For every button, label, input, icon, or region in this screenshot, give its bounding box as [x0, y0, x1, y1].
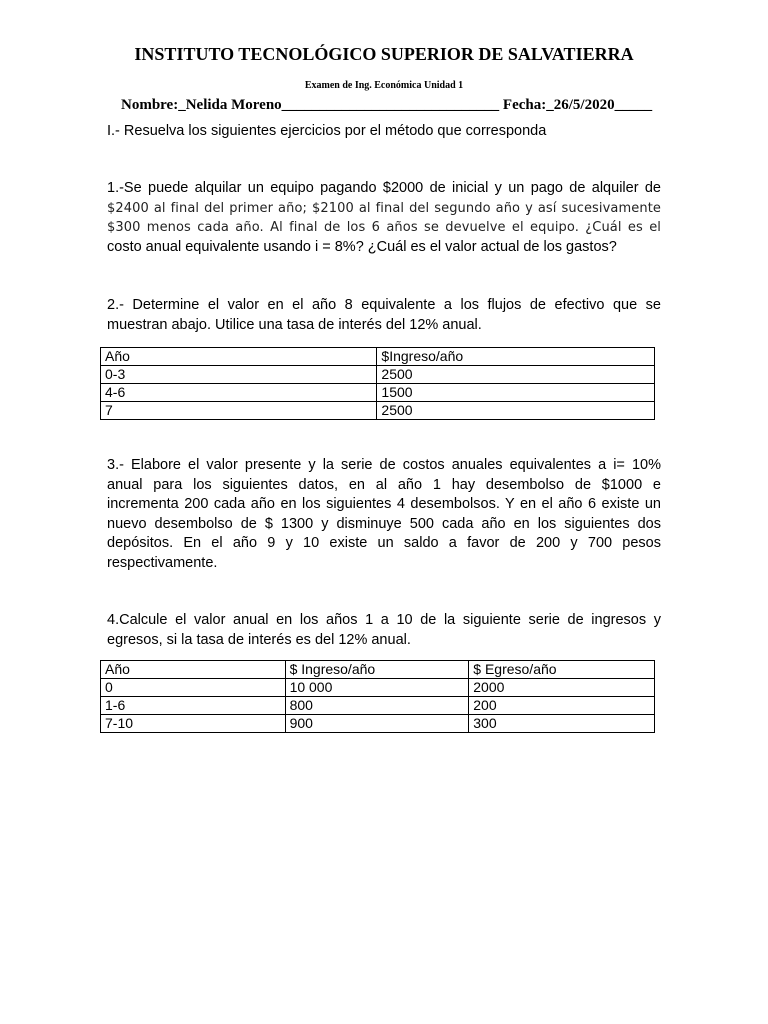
table-row: [101, 402, 655, 420]
table-header-cell: $Ingreso/año: [377, 348, 655, 366]
problem-4-line: 4.Calcule el valor anual en los años 1 a 10 de la siguiente serie de ingresos y: [107, 612, 661, 628]
problem-3-line: 3.- Elabore el valor presente y la serie de costos anuales equivalentes a i= 10%: [107, 457, 661, 473]
table-header-cell: $ Egreso/año: [469, 661, 655, 679]
problem-1-line: $300 menos cada año. Al final de los 6 años se devuelve el equipo. ¿Cuál es el: [107, 220, 661, 235]
instruction-text: I.- Resuelva los siguientes ejercicios por el método que corresponda: [107, 123, 547, 139]
table-header-row: [101, 348, 655, 366]
table-cell: 200: [469, 697, 655, 715]
problem-2-line: 2.- Determine el valor en el año 8 equivalente a los flujos de efectivo que se: [107, 297, 661, 313]
table-cell: 1-6: [101, 697, 286, 715]
table-cell: 2500: [377, 402, 655, 420]
table-cell: 0: [101, 679, 286, 697]
table-row: [101, 697, 655, 715]
institution-title: INSTITUTO TECNOLÓGICO SUPERIOR DE SALVATIERRA: [134, 44, 634, 64]
problem-1: [107, 179, 661, 257]
table-row: [101, 679, 655, 697]
problem-4-table: [100, 660, 655, 733]
table-cell: 2500: [377, 366, 655, 384]
problem-2-line: muestran abajo. Utilice una tasa de interés del 12% anual.: [107, 316, 482, 333]
problem-3-line: anual para los siguientes datos, en al año 1 hay desembolso de $1000 e: [107, 476, 661, 493]
table-row: [101, 366, 655, 384]
table-cell: 10 000: [285, 679, 469, 697]
table-cell: 4-6: [101, 384, 377, 402]
problem-4: [107, 611, 661, 650]
problem-3-line: nuevo desembolso de $ 1300 y disminuye 500 cada año en los siguientes dos: [107, 515, 661, 532]
table-header-cell: $ Ingreso/año: [285, 661, 469, 679]
table-cell: 800: [285, 697, 469, 715]
table-cell: 1500: [377, 384, 655, 402]
exam-title: Examen de Ing. Económica Unidad 1: [304, 80, 464, 91]
problem-1-line: $2400 al final del primer año; $2100 al final del segundo año y así sucesivamente: [107, 200, 661, 216]
table-cell: 900: [285, 715, 469, 733]
problem-3-line: depósitos. En el año 9 y 10 existe un saldo a favor de 200 y 700 pesos: [107, 535, 661, 551]
name-date-line: Nombre:_Nelida Moreno_____________________________ Fecha:_26/5/2020_____: [121, 97, 653, 113]
table-header-row: [101, 661, 655, 679]
table-cell: 7: [101, 402, 377, 420]
problem-4-line: egresos, si la tasa de interés es del 12% anual.: [107, 631, 411, 648]
problem-2: [107, 296, 661, 335]
problem-3-line: respectivamente.: [107, 554, 218, 571]
problem-3: [107, 456, 661, 573]
table-header-cell: Año: [101, 348, 377, 366]
table-row: [101, 384, 655, 402]
problem-1-line: costo anual equivalente usando i = 8%? ¿Cuál es el valor actual de los gastos?: [107, 238, 617, 255]
table-cell: 2000: [469, 679, 655, 697]
problem-1-line: 1.-Se puede alquilar un equipo pagando $2000 de inicial y un pago de alquiler de: [107, 180, 661, 196]
table-cell: 0-3: [101, 366, 377, 384]
table-cell: 300: [469, 715, 655, 733]
table-header-cell: Año: [101, 661, 286, 679]
problem-2-table: [100, 347, 655, 420]
table-row: [101, 715, 655, 733]
table-cell: 7-10: [101, 715, 286, 733]
problem-3-line: incrementa 200 cada año en los siguientes 4 desembolsos. Y en el año 6 existe un: [107, 496, 661, 512]
